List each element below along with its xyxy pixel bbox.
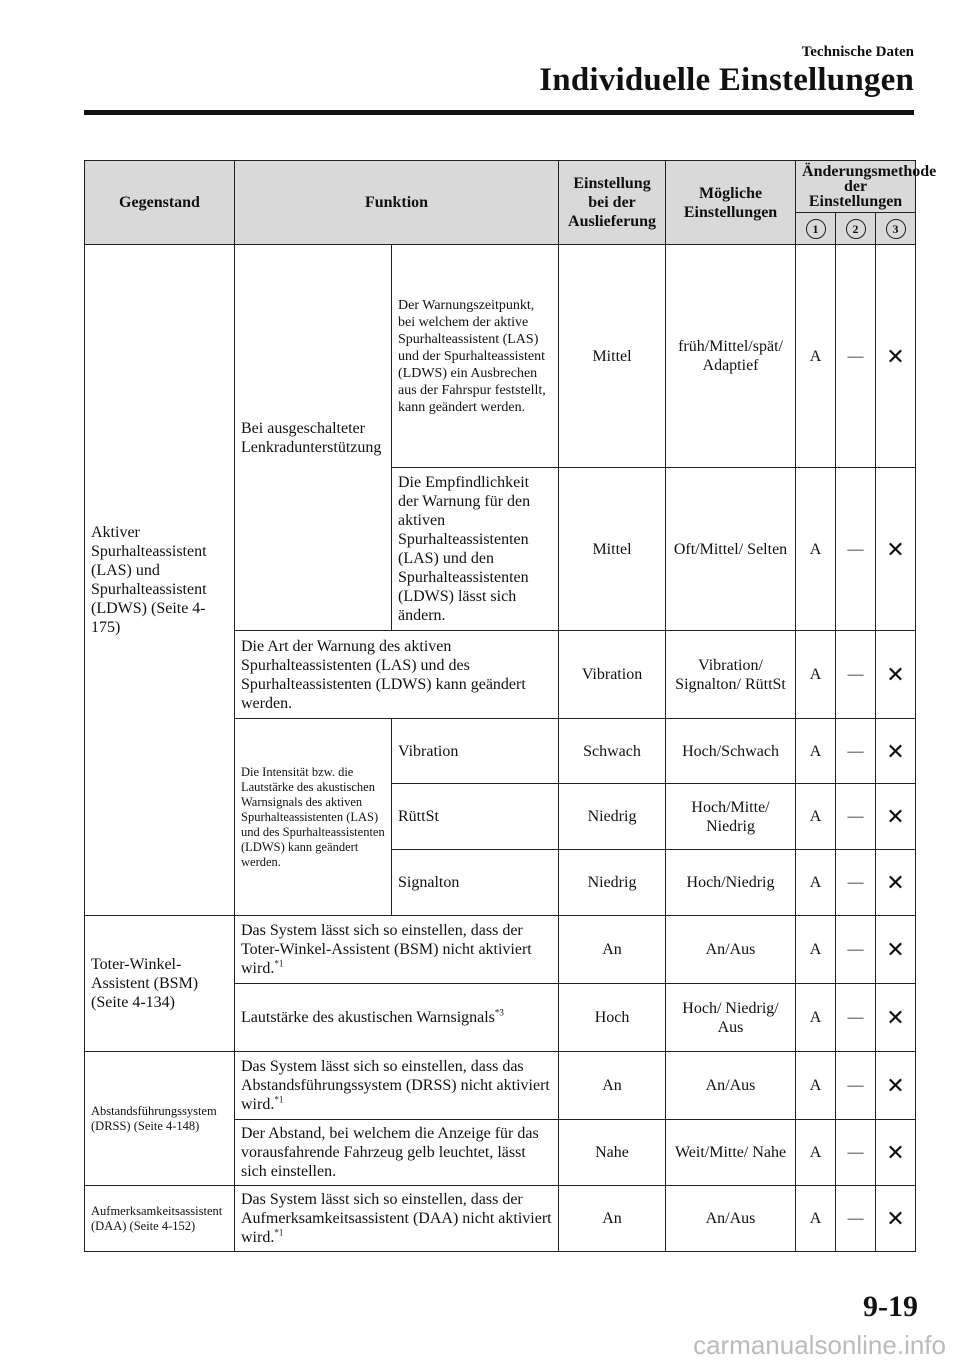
options-cell: Hoch/ Niedrig/ Aus (666, 984, 796, 1052)
default-cell: Hoch (559, 984, 666, 1052)
method-1-cell: A (796, 1186, 836, 1252)
options-cell: Vibration/ Signalton/ RüttSt (666, 631, 796, 719)
section-label: Technische Daten (801, 44, 914, 60)
cross-icon: ✕ (876, 984, 916, 1052)
method-3-header (876, 213, 916, 245)
options-cell: Hoch/Niedrig (666, 850, 796, 916)
default-cell: An (559, 916, 666, 984)
table-row (85, 916, 916, 984)
cross-icon: ✕ (876, 719, 916, 784)
default-cell: Nahe (559, 1120, 666, 1186)
default-cell: An (559, 1186, 666, 1252)
method-2-cell: — (836, 984, 876, 1052)
cross-icon: ✕ (876, 1120, 916, 1186)
cross-icon: ✕ (876, 631, 916, 719)
function-text: Das System lässt sich so einstellen, dass der Toter-Winkel-Assistent (BSM) nicht aktiviert wird. (241, 922, 532, 977)
method-1-cell: A (796, 468, 836, 631)
table-row (85, 1186, 916, 1252)
method-1-header (796, 213, 836, 245)
method-2-cell: — (836, 784, 876, 850)
method-2-cell: — (836, 1186, 876, 1252)
options-cell: Hoch/Schwach (666, 719, 796, 784)
method-2-cell: — (836, 245, 876, 468)
footnote-mark: *1 (274, 958, 284, 969)
options-cell: Hoch/Mitte/ Niedrig (666, 784, 796, 850)
function-text: Lautstärke des akustischen Warnsignals (241, 1009, 495, 1026)
header-rule (84, 110, 914, 115)
cross-icon: ✕ (876, 1186, 916, 1252)
function-cell: Der Warnungszeitpunkt, bei welchem der aktive Spurhalteassistent (LAS) und der Spurhalteassistent (LDWS) ein Ausbrechen aus der Fahrspur feststellt, kann geändert werden. (392, 245, 559, 468)
circled-number-2: 2 (846, 219, 866, 239)
options-cell: An/Aus (666, 916, 796, 984)
method-1-cell: A (796, 1120, 836, 1186)
method-2-cell: — (836, 468, 876, 631)
header-method: Änderungsmethode der Einstellungen (796, 161, 916, 213)
method-1-cell: A (796, 719, 836, 784)
page-number: 9-19 (863, 1290, 918, 1323)
cross-icon: ✕ (876, 468, 916, 631)
cross-icon: ✕ (876, 916, 916, 984)
header-item: Gegenstand (85, 161, 235, 245)
default-cell: Mittel (559, 468, 666, 631)
page-title: Individuelle Einstellungen (539, 62, 914, 98)
item-cell: Abstandsführungssystem (DRSS) (Seite 4-148) (85, 1052, 235, 1186)
group-cell: Die Intensität bzw. die Lautstärke des akustischen Warnsignals des aktiven Spurhalteassistenten (LAS) und des Spurhalteassistenten (LDWS) kann geändert werden. (235, 719, 392, 916)
function-cell (235, 1186, 559, 1252)
method-2-cell: — (836, 916, 876, 984)
function-cell (235, 916, 559, 984)
footnote-mark: *3 (494, 1007, 504, 1018)
function-cell: Die Empfindlichkeit der Warnung für den aktiven Spurhalteassistenten (LAS) und den Spurhalteassistenten (LDWS) lässt sich ändern. (392, 468, 559, 631)
cross-icon: ✕ (876, 850, 916, 916)
options-cell: Oft/Mittel/ Selten (666, 468, 796, 631)
table-row (85, 245, 916, 468)
method-1-cell: A (796, 850, 836, 916)
default-cell: Niedrig (559, 850, 666, 916)
default-cell: Niedrig (559, 784, 666, 850)
cross-icon: ✕ (876, 245, 916, 468)
options-cell: Weit/Mitte/ Nahe (666, 1120, 796, 1186)
cross-icon: ✕ (876, 784, 916, 850)
default-cell: Vibration (559, 631, 666, 719)
item-cell: Aufmerksamkeitsassistent (DAA) (Seite 4-152) (85, 1186, 235, 1252)
method-1-cell: A (796, 245, 836, 468)
function-text: Das System lässt sich so einstellen, dass der Aufmerksamkeitsassistent (DAA) nicht aktiviert wird. (241, 1191, 552, 1246)
table-row (85, 1052, 916, 1120)
options-cell: früh/Mittel/spät/ Adaptief (666, 245, 796, 468)
function-cell: RüttSt (392, 784, 559, 850)
watermark: carmanualsonline.info (693, 1330, 946, 1360)
function-cell (235, 984, 559, 1052)
circled-number-1: 1 (806, 219, 826, 239)
method-2-cell: — (836, 631, 876, 719)
method-2-header (836, 213, 876, 245)
settings-table (84, 160, 937, 1252)
item-cell: Aktiver Spurhalteassistent (LAS) und Spurhalteassistent (LDWS) (Seite 4-175) (85, 245, 235, 916)
method-1-cell: A (796, 784, 836, 850)
circled-number-3: 3 (886, 219, 906, 239)
header-default: Einstellung bei der Auslieferung (559, 161, 666, 245)
method-1-cell: A (796, 984, 836, 1052)
footnote-mark: *1 (274, 1227, 284, 1238)
cross-icon: ✕ (876, 1052, 916, 1120)
function-cell: Vibration (392, 719, 559, 784)
function-cell (235, 1052, 559, 1120)
function-cell: Signalton (392, 850, 559, 916)
method-2-cell: — (836, 1052, 876, 1120)
method-2-cell: — (836, 1120, 876, 1186)
header-options: Mögliche Einstellungen (666, 161, 796, 245)
default-cell: Schwach (559, 719, 666, 784)
default-cell: An (559, 1052, 666, 1120)
options-cell: An/Aus (666, 1052, 796, 1120)
function-cell: Der Abstand, bei welchem die Anzeige für das vorausfahrende Fahrzeug gelb leuchtet, lässt sich einstellen. (235, 1120, 559, 1186)
function-text: Das System lässt sich so einstellen, dass das Abstandsführungssystem (DRSS) nicht aktiviert wird. (241, 1058, 550, 1113)
method-2-cell: — (836, 719, 876, 784)
group-cell: Bei ausgeschalteter Lenkradunterstützung (235, 245, 392, 631)
method-2-cell: — (836, 850, 876, 916)
footnote-mark: *1 (274, 1094, 284, 1105)
header-function: Funktion (235, 161, 559, 245)
table-header-row (85, 161, 916, 213)
function-cell: Die Art der Warnung des aktiven Spurhalteassistenten (LAS) und des Spurhalteassistenten (LDWS) kann geändert werden. (235, 631, 559, 719)
method-1-cell: A (796, 631, 836, 719)
options-cell: An/Aus (666, 1186, 796, 1252)
item-cell: Toter-Winkel-Assistent (BSM) (Seite 4-134) (85, 916, 235, 1052)
method-1-cell: A (796, 916, 836, 984)
default-cell: Mittel (559, 245, 666, 468)
method-1-cell: A (796, 1052, 836, 1120)
